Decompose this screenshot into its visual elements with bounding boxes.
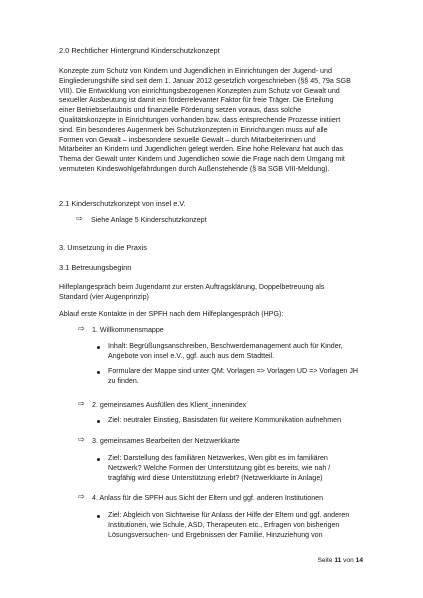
hollow-right-arrow-icon: ⇨	[78, 324, 85, 333]
section-heading-3: 3. Umsetzung in die Praxis	[59, 243, 147, 252]
bullet-line: Lösungsversuchen- und Ergebnissen der Familie, Hinzuziehung von	[108, 530, 323, 539]
paragraph-line: Thema der Gewalt unter Kindern und Jugendlichen sowie die Frage nach dem Umgang mit	[59, 155, 345, 164]
bullet-dot-icon	[97, 458, 100, 461]
bullet-line: zu finden.	[108, 376, 139, 385]
paragraph-line: sexueller Ausbeutung ist damit ein förderrelevanter Faktor für freie Träger. Die Erteilung	[59, 96, 334, 105]
bullet-line: Angebote von insel e.V., ggf. auch aus dem Stadtteil.	[108, 351, 275, 360]
bullet-text	[108, 454, 330, 483]
bullet-line: Institutionen, wie Schule, ASD, Therapeuten etc., Erfragen von bisherigen	[108, 520, 340, 529]
footer-prefix: Seite	[317, 557, 333, 564]
ablauf-text: Ablauf erste Kontakte in der SPFH nach dem Hilfeplangespräch (HPG):	[59, 310, 284, 318]
paragraph-line: Hilfeplangespräch beim Jugendamt zur ersten Auftragsklärung, Doppelbetreuung als	[59, 283, 325, 291]
footer-separator: von	[343, 557, 354, 564]
hollow-right-arrow-icon: ⇨	[78, 399, 85, 408]
paragraph-line: vermuteten Kindeswohlgefährdungen durch Außenstehende (§ 8a SGB VIII-Meldung).	[59, 164, 330, 173]
bullet-line: Ziel: neutraler Einstieg, Basisdaten für weitere Kommunikation aufnehmen	[108, 416, 342, 424]
hollow-right-arrow-icon: ⇨	[76, 214, 83, 223]
page-footer	[317, 557, 363, 564]
paragraph-line: Konzepte zum Schutz von Kindern und Jugendlichen in Einrichtungen der Jugend- und	[59, 67, 332, 75]
bullet-text	[108, 367, 358, 387]
paragraph-line: Eingliederungshilfe sind seit dem 1. Januar 2012 gesetzlich vorgeschrieben (§§ 45, 79a SGB	[59, 76, 351, 85]
step-title: 4. Anlass für die SPFH aus Sicht der Eltern und ggf. anderen Institutionen	[92, 494, 324, 502]
bullet-dot-icon	[97, 515, 100, 518]
hollow-right-arrow-icon: ⇨	[78, 435, 85, 444]
section-heading-2-0: 2.0 Rechtlicher Hintergrund Kinderschutzkonzept	[59, 46, 220, 55]
bullet-line: Netzwerk? Welche Formen der Unterstützung gibt es bereits, wie nah /	[108, 463, 331, 472]
paragraph-line: Formen von Gewalt – insbesondere sexuelle Gewalt – durch Mitarbeiterinnen und	[59, 135, 316, 144]
section-heading-2-1: 2.1 Kinderschutzkonzept von insel e.V.	[59, 199, 186, 208]
bullet-dot-icon	[97, 371, 100, 374]
paragraph-line: sind. Ein besonderes Augenmerk bei Schutzkonzepten in Einrichtungen muss auf alle	[59, 125, 328, 134]
paragraph-line: VIII). Die Entwicklung von einrichtungsbezogenen Konzepten zum Schutz vor Gewalt und	[59, 86, 340, 95]
bullet-line: Ziel: Abgleich von Sichtweise für Anlass der Hilfe der Eltern und ggf. anderen	[108, 511, 350, 519]
arrow-item-text: Siehe Anlage 5 Kinderschutzkonzept	[91, 216, 207, 224]
paragraph-line: Standard (vier Augenprinzip)	[59, 292, 149, 301]
bullet-text	[108, 416, 341, 426]
paragraph-line: einer Betriebserlaubnis und finanzielle Förderung setzen voraus, dass solche	[59, 106, 302, 115]
footer-total-pages: 14	[355, 557, 363, 564]
step-title: 3. gemeinsames Bearbeiten der Netzwerkkarte	[92, 437, 240, 445]
paragraph-line: Mitarbeiter an Kindern und Jugendlichen gelegt werden. Eine hohe Relevanz hat auch das	[59, 145, 343, 154]
bullet-text	[108, 511, 349, 540]
bullet-dot-icon	[97, 346, 100, 349]
section-2-0-paragraph	[59, 67, 351, 175]
bullet-line: tragfähig wird diese Unterstützung erlebt? (Netzwerkkarte in Anlage)	[108, 473, 323, 482]
bullet-line: Inhalt: Begrüßungsanschreiben, Beschwerdemanagement auch für Kinder,	[108, 342, 343, 350]
bullet-text	[108, 342, 343, 362]
bullet-dot-icon	[97, 420, 100, 423]
intro-paragraph	[59, 283, 324, 303]
bullet-line: Ziel: Darstellung des familiären Netzwerkes, Wen gibt es im familiären	[108, 454, 328, 462]
hollow-right-arrow-icon: ⇨	[78, 492, 85, 501]
paragraph-line: Qualitätskonzepte in Einrichtungen vorhanden bzw. dass entsprechende Prozesse initiiert	[59, 115, 341, 124]
footer-current-page: 11	[334, 557, 342, 564]
section-heading-3-1: 3.1 Betreuungsbeginn	[59, 263, 132, 272]
step-title: 2. gemeinsames Ausfüllen des Klient_innenindex	[92, 401, 247, 409]
step-title: 1. Willkommensmappe	[92, 326, 164, 334]
bullet-line: Formulare der Mappe sind unter QM: Vorlagen => Vorlagen UD => Vorlagen JH	[108, 367, 358, 375]
